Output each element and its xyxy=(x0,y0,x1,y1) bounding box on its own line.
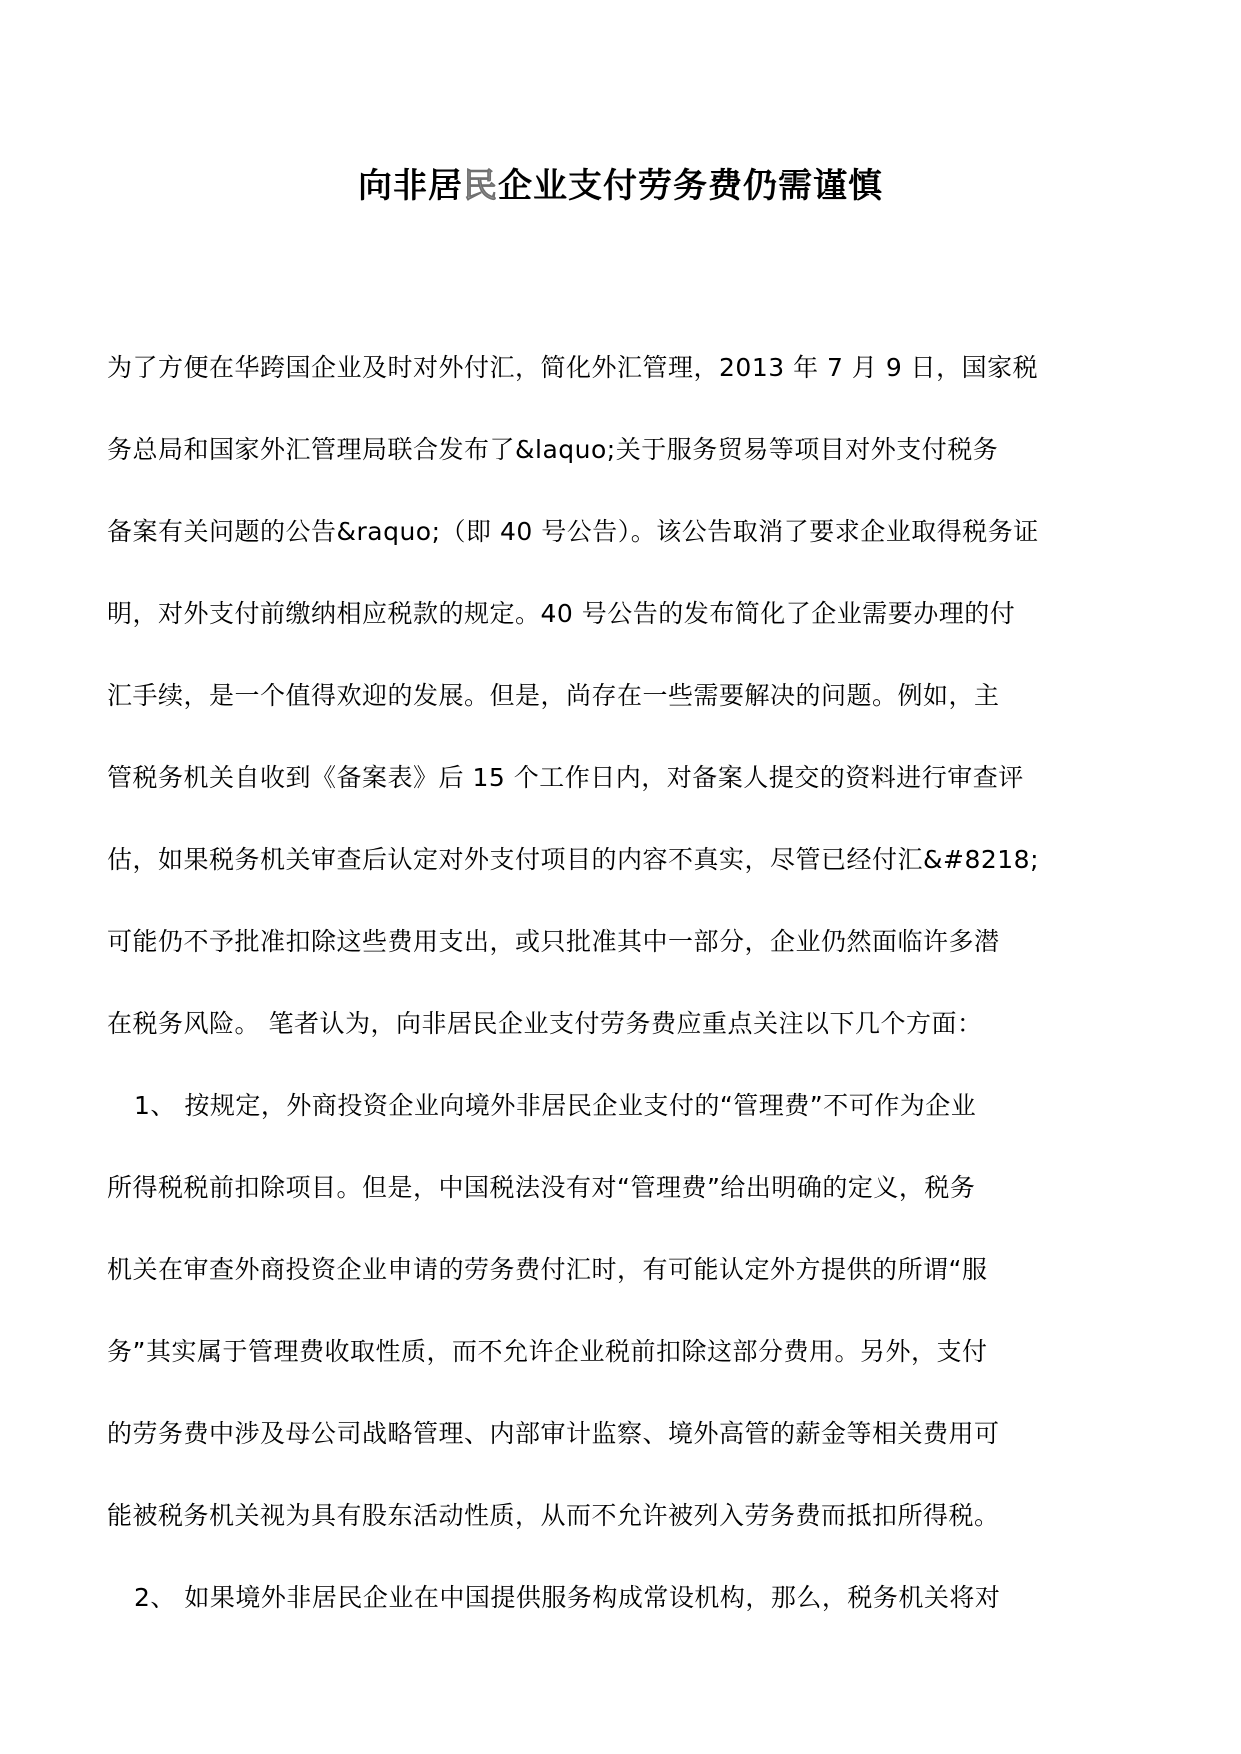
body-line: 备案有关问题的公告&raquo;（即 40 号公告）。该公告取消了要求企业取得税务证 xyxy=(107,517,1039,546)
body-line: 汇手续，是一个值得欢迎的发展。但是，尚存在一些需要解决的问题。例如，主 xyxy=(107,681,1000,710)
body-line: 所得税税前扣除项目。但是，中国税法没有对“管理费”给出明确的定义，税务 xyxy=(107,1173,976,1202)
body-line: 明，对外支付前缴纳相应税款的规定。40 号公告的发布简化了企业需要办理的付 xyxy=(107,599,1016,628)
body-line: 为了方便在华跨国企业及时对外付汇，简化外汇管理，2013 年 7 月 9 日，国家税 xyxy=(107,353,1039,382)
title-suffix: 企业支付劳务费仍需谨慎 xyxy=(498,166,883,206)
body-line: 在税务风险。 笔者认为，向非居民企业支付劳务费应重点关注以下几个方面： xyxy=(107,1009,983,1038)
body-line-numbered: 1、 按规定，外商投资企业向境外非居民企业支付的“管理费”不可作为企业 xyxy=(134,1091,977,1120)
title-faded-char: 民 xyxy=(463,166,498,206)
body-line: 务总局和国家外汇管理局联合发布了&laquo;关于服务贸易等项目对外支付税务 xyxy=(107,435,999,464)
body-line: 机关在审查外商投资企业申请的劳务费付汇时，有可能认定外方提供的所谓“服 xyxy=(107,1255,988,1284)
body-line: 管税务机关自收到《备案表》后 15 个工作日内，对备案人提交的资料进行审查评 xyxy=(107,763,1024,792)
document-title xyxy=(0,158,1241,207)
title-prefix: 向非居 xyxy=(358,166,463,206)
document-body xyxy=(107,348,1137,1660)
body-line: 务”其实属于管理费收取性质，而不允许企业税前扣除这部分费用。另外，支付 xyxy=(107,1337,988,1366)
body-line: 的劳务费中涉及母公司战略管理、内部审计监察、境外高管的薪金等相关费用可 xyxy=(107,1419,1000,1448)
body-line-numbered: 2、 如果境外非居民企业在中国提供服务构成常设机构，那么，税务机关将对 xyxy=(134,1583,1001,1612)
body-line: 估，如果税务机关审查后认定对外支付项目的内容不真实，尽管已经付汇&#8218; xyxy=(107,845,1039,874)
body-line: 可能仍不予批准扣除这些费用支出，或只批准其中一部分，企业仍然面临许多潜 xyxy=(107,927,1000,956)
body-line: 能被税务机关视为具有股东活动性质，从而不允许被列入劳务费而抵扣所得税。 xyxy=(107,1501,1000,1530)
